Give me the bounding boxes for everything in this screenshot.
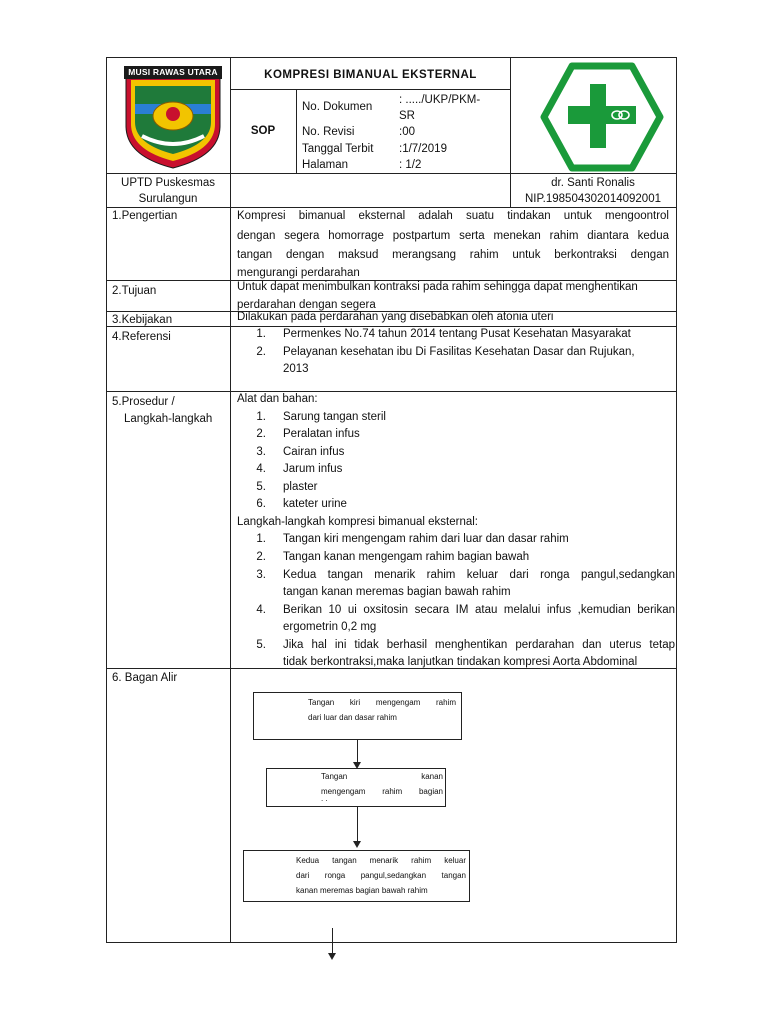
referensi-item-2-cont: 2013: [283, 363, 309, 375]
section-label-pengertian: 1.Pengertian: [112, 210, 178, 222]
flow-box-3-line-1: Kedua tangan menarik rahim keluar: [296, 856, 466, 865]
kebijakan-text: Dilakukan pada perdarahan yang disebabkan oleh atonia uteri: [237, 311, 554, 323]
langkah-num-1: 1.: [256, 533, 266, 545]
pengertian-line-2: dengan segera homorrage postpartum serta menekan rahim diantara kedua: [237, 230, 669, 242]
langkah-num-4: 4.: [256, 604, 266, 616]
org-name: UPTD Puskesmas: [121, 177, 215, 189]
flow-arrow-2-head: [353, 841, 361, 848]
flow-box-2-line-1: Tangan kanan: [321, 772, 443, 781]
langkah-heading: Langkah-langkah kompresi bimanual eksternal:: [237, 516, 479, 528]
langkah-item-5: Jika hal ini tidak berhasil menghentikan perdarahan dan uterus tetap: [283, 639, 675, 651]
referensi-item-1: Permenkes No.74 tahun 2014 tentang Pusat Kesehatan Masyarakat: [283, 328, 631, 340]
field-value-tanggal-terbit: :1/7/2019: [399, 143, 447, 155]
signer-name: dr. Santi Ronalis: [551, 177, 635, 189]
referensi-num-2: 2.: [256, 346, 266, 358]
regency-logo-banner: MUSI RAWAS UTARA: [124, 66, 222, 79]
alat-num-2: 2.: [256, 428, 266, 440]
flow-box-2-line-2: mengengam rahim bagian: [321, 787, 443, 796]
langkah-item-1: Tangan kiri mengengam rahim dari luar dan dasar rahim: [283, 533, 569, 545]
referensi-item-2: Pelayanan kesehatan ibu Di Fasilitas Kesehatan Dasar dan Rujukan,: [283, 346, 635, 358]
flow-arrow-1: [357, 740, 358, 762]
flow-arrow-3: [332, 928, 333, 953]
tujuan-line-1: Untuk dapat menimbulkan kontraksi pada rahim sehingga dapat menghentikan: [237, 281, 638, 293]
flow-box-3-line-3: kanan meremas bagian bawah rahim: [296, 886, 428, 895]
langkah-num-2: 2.: [256, 551, 266, 563]
alat-item-5: plaster: [283, 481, 318, 493]
field-value-halaman: : 1/2: [399, 159, 422, 171]
section-label-kebijakan: 3.Kebijakan: [112, 314, 173, 326]
pengertian-line-4: mengurangi perdarahan: [237, 267, 360, 279]
table-border-top: [106, 57, 677, 58]
alat-heading: Alat dan bahan:: [237, 393, 318, 405]
flow-box-2: [266, 768, 446, 807]
alat-num-6: 6.: [256, 498, 266, 510]
langkah-item-2: Tangan kanan mengengam rahim bagian bawah: [283, 551, 530, 563]
alat-num-5: 5.: [256, 481, 266, 493]
langkah-num-5: 5.: [256, 639, 266, 651]
langkah-item-3-cont: tangan kanan meremas bagian bawah rahim: [283, 586, 511, 598]
field-value-no-dokumen: : ...../UKP/PKM-: [399, 94, 481, 106]
flow-arrow-2: [357, 807, 358, 841]
alat-item-6: kateter urine: [283, 498, 347, 510]
flow-box-1-line-2: dari luar dan dasar rahim: [308, 713, 397, 722]
section-label-langkah: Langkah-langkah: [124, 413, 213, 425]
org-location: Surulangun: [138, 193, 198, 205]
alat-num-3: 3.: [256, 446, 266, 458]
field-label-halaman: Halaman: [302, 159, 349, 171]
alat-item-3: Cairan infus: [283, 446, 345, 458]
section-label-prosedur: 5.Prosedur /: [112, 396, 175, 408]
field-label-tanggal-terbit: Tanggal Terbit: [302, 143, 374, 155]
flow-arrow-3-head: [328, 953, 336, 960]
flow-box-1-line-1: Tangan kiri mengengam rahim: [308, 698, 456, 707]
langkah-item-5-cont: tidak berkontraksi,maka lanjutkan tindakan kompresi Aorta Abdominal: [283, 656, 638, 668]
alat-item-4: Jarum infus: [283, 463, 343, 475]
flow-box-1: [253, 692, 462, 740]
pengertian-line-3: tangan dengan maksud merangsang rahim untuk berkontraksi dengan: [237, 249, 669, 261]
langkah-num-3: 3.: [256, 569, 266, 581]
flow-box-2-line-3: . .: [321, 794, 328, 803]
alat-item-1: Sarung tangan steril: [283, 411, 386, 423]
langkah-item-4-cont: ergometrin 0,2 mg: [283, 621, 377, 633]
langkah-item-4: Berikan 10 ui oxsitosin secara IM atau melalui infus ,kemudian berikan: [283, 604, 675, 616]
table-divider-label-column: [230, 57, 231, 942]
alat-num-4: 4.: [256, 463, 266, 475]
table-border-bottom: [106, 942, 677, 943]
header-divider-fields-bottom: [106, 173, 677, 174]
row-divider-referensi: [106, 391, 677, 392]
alat-item-2: Peralatan infus: [283, 428, 360, 440]
table-border-right: [676, 57, 677, 942]
section-label-tujuan: 2.Tujuan: [112, 285, 157, 297]
langkah-item-3: Kedua tangan menarik rahim keluar dari ronga pangul,sedangkan: [283, 569, 675, 581]
tujuan-line-2: perdarahan dengan segera: [237, 299, 376, 311]
alat-num-1: 1.: [256, 411, 266, 423]
puskesmas-logo: [540, 62, 664, 172]
field-label-no-dokumen: No. Dokumen: [302, 101, 373, 113]
field-label-no-revisi: No. Revisi: [302, 126, 355, 138]
field-value-no-dokumen-cont: SR: [399, 110, 415, 122]
document-title: KOMPRESI BIMANUAL EKSTERNAL: [264, 69, 477, 81]
field-value-no-revisi: :00: [399, 126, 415, 138]
flow-box-3: [243, 850, 470, 902]
signer-nip: NIP.198504302014092001: [524, 193, 661, 205]
section-label-bagan-alir: 6. Bagan Alir: [112, 672, 178, 684]
flow-box-3-line-2: dari ronga pangul,sedangkan tangan: [296, 871, 466, 880]
regency-logo: [120, 64, 226, 170]
header-divider-sop: [296, 89, 297, 173]
section-label-referensi: 4.Referensi: [112, 331, 171, 343]
header-divider-title-bottom: [230, 89, 511, 90]
sop-label: SOP: [250, 125, 276, 137]
referensi-num-1: 1.: [256, 328, 266, 340]
pengertian-line-1: Kompresi bimanual eksternal adalah suatu tindakan untuk mengoontrol: [237, 210, 669, 222]
